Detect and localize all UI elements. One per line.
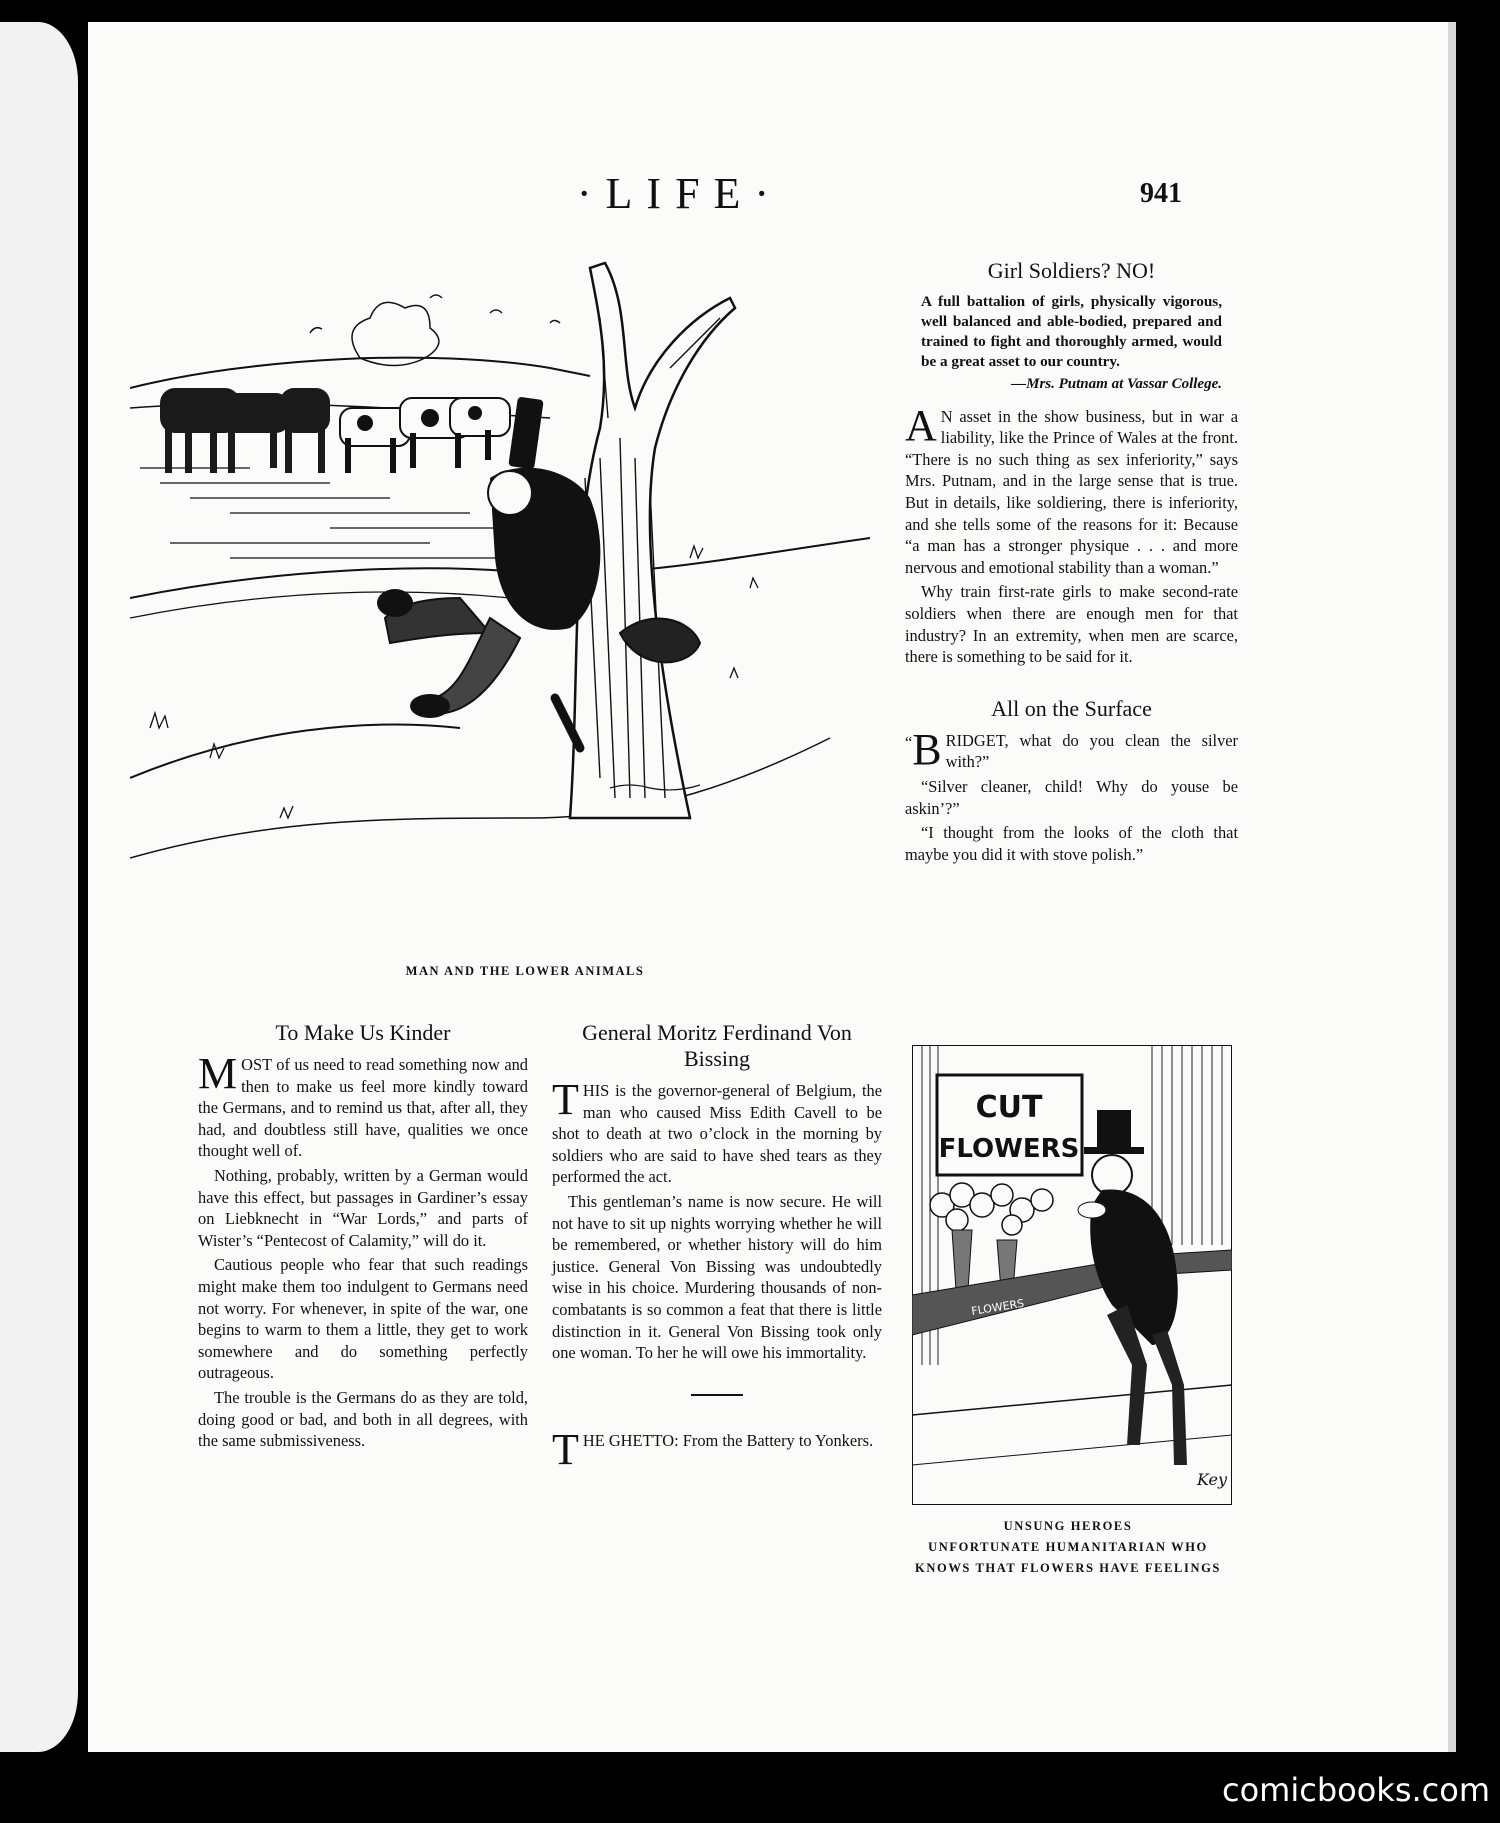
heading-von-bissing: General Moritz Ferdinand Von Bissing [582, 1020, 852, 1071]
drop-cap: M [198, 1049, 238, 1098]
paragraph: N asset in the show business, but in war a liability, like the Prince of Wales at the front. “There is no such thing as sex inferiority,” says Mrs. Putnam, and in the large sense that is true. But in details, like soldiering, there is inferiority, and she tells some of the reasons for it: Because “a man has a stronger physique . . . and more nervous and emotional stability than a woman.” [905, 406, 1238, 577]
sign-text-cut: CUT [975, 1090, 1043, 1125]
section-divider [691, 1394, 743, 1396]
paragraph: “I thought from the looks of the cloth that maybe you did it with stove polish.” [905, 823, 1238, 864]
column-right-top [905, 258, 1238, 868]
cut-flowers-cartoon [912, 1045, 1232, 1505]
awning-text: FLOWERS [970, 1296, 1026, 1318]
paragraph: Why train first-rate girls to make second-rate soldiers when there are enough men for that industry? In an extremity, when men are scarce, there is something to be said for it. [905, 582, 1238, 667]
page-number: 941 [1140, 178, 1182, 209]
caption-line: KNOWS THAT FLOWERS HAVE FEELINGS [915, 1561, 1221, 1575]
sullivant-cartoon [130, 258, 870, 948]
drop-cap: T [552, 1424, 579, 1474]
epigraph-girl-soldiers: A full battalion of girls, physically vigorous, well balanced and able-bodied, prepared and trained to fight and thoroughly armed, would be a great asset to our country. [921, 293, 1222, 370]
drop-cap: T [552, 1075, 579, 1124]
caption-line: UNFORTUNATE HUMANITARIAN WHO [928, 1540, 1208, 1554]
illustration-man-and-animals [130, 258, 870, 948]
epigraph-attribution: —Mrs. Putnam at Vassar College. [1011, 376, 1222, 392]
heading-make-us-kinder: To Make Us Kinder [275, 1020, 451, 1045]
page-edge [1448, 22, 1456, 1752]
caption-title: UNSUNG HEROES [1003, 1519, 1133, 1533]
heading-girl-soldiers: Girl Soldiers? NO! [987, 258, 1156, 283]
sign-text-flowers: FLOWERS [938, 1134, 1080, 1164]
heading-all-on-surface: All on the Surface [991, 695, 1152, 721]
drop-cap: B [912, 724, 942, 774]
paragraph: “Silver cleaner, child! Why do youse be askin’?” [905, 776, 1238, 818]
masthead-title: ·LIFE· [576, 169, 784, 218]
svg-text:Key: Key [1197, 1470, 1228, 1489]
paragraph: Nothing, probably, written by a German would have this effect, but passages in Gardiner’s essay on Liebknecht in “War Lords,” and parts of Wister’s “Pentecost of Calamity,” will do it. [198, 1165, 528, 1250]
paragraph: The trouble is the Germans do as they are told, doing good or bad, and both in all degrees, with the same submissiveness. [198, 1387, 528, 1451]
column-von-bissing [552, 1020, 882, 1474]
caption-man-and-animals: MAN AND THE LOWER ANIMALS [405, 964, 645, 978]
column-make-us-kinder [198, 1020, 528, 1455]
paragraph: HE GHETTO: From the Battery to Yonkers. [582, 1430, 874, 1450]
paragraph: OST of us need to read something now and then to make us feel more kindly toward the Germans, and to remind us that, after all, they had, and doubtless still have, qualities we once thought well of. [198, 1055, 528, 1161]
facing-page-edge [0, 22, 78, 1752]
paragraph: This gentleman’s name is now secure. He will not have to sit up nights worrying whether he will be remembered, or whether history will do him justice. General Von Bissing was undoubtedly wise in his choice. Murdering thousands of non-combatants is so common a feat that there is little distinction in it. General Von Bissing took only one woman. To her he will owe his immortality. [552, 1191, 882, 1363]
caption-unsung-heroes [903, 1516, 1233, 1579]
drop-cap: A [905, 400, 937, 450]
book-gutter [78, 22, 88, 1752]
paragraph: HIS is the governor-general of Belgium, the man who caused Miss Edith Cavell to be shot to death at two o’clock in the morning by soldiers who are said to have shed tears as they performed the act. [552, 1081, 882, 1187]
paragraph: Cautious people who fear that such readings might make them too indulgent to Germans need not worry. For whenever, in spite of the war, one begins to warm to them a little, they get to work somewhere and do something perfectly outrageous. [198, 1255, 528, 1383]
paragraph: RIDGET, what do you clean the silver with?” [945, 730, 1238, 772]
site-watermark: comicbooks.com [1221, 1771, 1490, 1809]
open-quote: “ [905, 732, 913, 752]
illustration-cut-flowers [912, 1045, 1232, 1505]
